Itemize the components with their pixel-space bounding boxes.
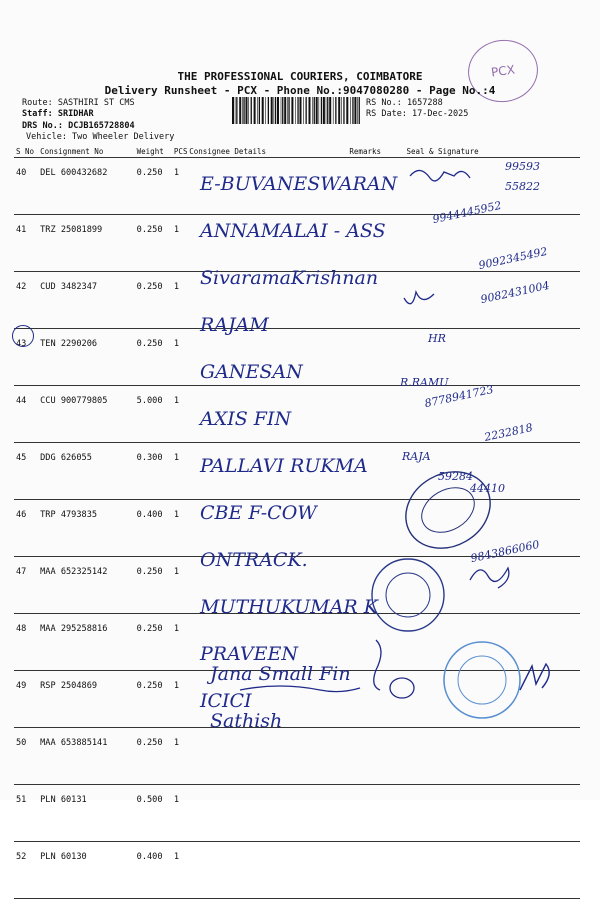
row-consignment-no: TRZ 25081899	[38, 215, 135, 272]
handwritten-consignee: RAJAM	[200, 314, 269, 336]
handwritten-consignee: PALLAVI RUKMA	[200, 455, 368, 477]
row-consignment-no: TRP 4793835	[38, 500, 135, 557]
company-seal	[392, 457, 504, 563]
row-pcs: 1	[172, 443, 187, 500]
row-sno: 52	[14, 842, 38, 899]
row-weight: 0.250	[135, 614, 172, 671]
bank-seal	[372, 559, 444, 631]
row-weight: 0.250	[135, 671, 172, 728]
row-sno: 41	[14, 215, 38, 272]
handwritten-consignee: ANNAMALAI - ASS	[200, 220, 386, 242]
handwritten-consignee: MUTHUKUMAR K	[200, 596, 378, 618]
handwritten-note: 9092345492	[477, 244, 549, 273]
handwritten-consignee-2: Jana Small Fin	[210, 663, 351, 685]
row-consignment-no: MAA 653885141	[38, 728, 135, 785]
drs-label: DRS No.:	[22, 121, 63, 131]
drs-number: DCJB165728804	[68, 121, 135, 131]
col-header-signature: Seal & Signature	[404, 145, 580, 158]
row-weight: 5.000	[135, 386, 172, 443]
company-name: THE PROFESSIONAL COURIERS, COIMBATORE	[177, 70, 423, 83]
signature-mark	[470, 568, 509, 588]
handwritten-note: HR	[428, 332, 446, 345]
blue-seal	[444, 642, 520, 718]
handwritten-note: 55822	[505, 180, 540, 193]
handwritten-note: 9843866060	[469, 537, 541, 566]
row-weight: 0.500	[135, 785, 172, 842]
handwritten-note: 9082431004	[479, 278, 551, 307]
signature-mark	[410, 170, 470, 180]
col-header-sno: S No	[14, 145, 38, 158]
col-header-weight: Weight	[135, 145, 172, 158]
handwritten-consignee: PRAVEEN	[200, 643, 298, 665]
handwritten-note: RAJA	[402, 450, 431, 463]
row-pcs: 1	[172, 158, 187, 215]
row-consignment-no: CCU 900779805	[38, 386, 135, 443]
row-sno: 50	[14, 728, 38, 785]
row-consignment-no: DDG 626055	[38, 443, 135, 500]
bank-seal	[386, 573, 430, 617]
staff-label: Staff:	[22, 109, 53, 119]
handwritten-note: 9944445952	[431, 198, 503, 227]
signature-mark	[390, 678, 414, 698]
row-sno: 48	[14, 614, 38, 671]
blue-seal	[458, 656, 506, 704]
row-consignment-no: DEL 600432682	[38, 158, 135, 215]
row-pcs: 1	[172, 272, 187, 329]
row-consignment-no: MAA 295258816	[38, 614, 135, 671]
row-weight: 0.250	[135, 728, 172, 785]
handwritten-note: 44410	[470, 482, 505, 495]
row-weight: 0.250	[135, 557, 172, 614]
signature-mark	[240, 686, 360, 692]
handwritten-consignee: AXIS FIN	[200, 408, 292, 430]
handwritten-consignee: ONTRACK.	[200, 549, 308, 571]
handwritten-note: 8778941723	[423, 382, 495, 411]
row-sno: 47	[14, 557, 38, 614]
row-consignment-no: RSP 2504869	[38, 671, 135, 728]
table-row	[14, 842, 580, 899]
handwritten-note: 59284	[438, 470, 473, 483]
signature-mark	[374, 640, 381, 690]
rs-number: RS No.: 1657288	[366, 98, 443, 108]
row-weight: 0.300	[135, 443, 172, 500]
row-consignment-no: CUD 3482347	[38, 272, 135, 329]
row-sno: 49	[14, 671, 38, 728]
staff-name: SRIDHAR	[57, 109, 94, 119]
row-remarks-cell	[347, 842, 404, 899]
rs-date: RS Date: 17-Dec-2025	[366, 109, 469, 119]
row-sno: 45	[14, 443, 38, 500]
row-weight: 0.400	[135, 500, 172, 557]
handwritten-consignee: CBE F-COW	[200, 502, 317, 524]
row-sno: 46	[14, 500, 38, 557]
row-sno: 42	[14, 272, 38, 329]
handwritten-consignee-2: Sathish	[210, 710, 283, 732]
row-pcs: 1	[172, 500, 187, 557]
route-line: Route: SASTHIRI ST CMS	[22, 98, 135, 108]
handwritten-consignee: SivaramaKrishnan	[200, 267, 379, 289]
handwritten-consignee: GANESAN	[200, 361, 303, 383]
row-weight: 0.250	[135, 272, 172, 329]
col-header-consignee: Consignee Details	[187, 145, 347, 158]
row-pcs: 1	[172, 557, 187, 614]
handwritten-consignee: E-BUVANESWARAN	[200, 173, 398, 195]
row-pcs: 1	[172, 785, 187, 842]
row-consignment-no: TEN 2290206	[38, 329, 135, 386]
row-signature-cell	[404, 842, 580, 899]
row-sno: 51	[14, 785, 38, 842]
signature-mark	[404, 292, 434, 304]
handwritten-note: 99593	[505, 160, 540, 173]
col-header-remarks: Remarks	[347, 145, 404, 158]
row-weight: 0.250	[135, 329, 172, 386]
col-header-consignment: Consignment No	[38, 145, 135, 158]
row-weight: 0.250	[135, 158, 172, 215]
row-sno: 43	[14, 329, 38, 386]
row-consignment-no: PLN 60131	[38, 785, 135, 842]
handwritten-note: 2232818	[483, 421, 534, 444]
handwritten-note: R.RAMU	[400, 376, 449, 389]
vehicle-line: Vehicle: Two Wheeler Delivery	[26, 132, 175, 142]
row-pcs: 1	[172, 329, 187, 386]
row-pcs: 1	[172, 386, 187, 443]
row-consignee-cell	[187, 842, 347, 899]
col-header-pcs: PCS	[173, 146, 188, 156]
row-pcs: 1	[172, 842, 187, 899]
row-pcs: 1	[172, 215, 187, 272]
handwritten-consignee: ICICI	[200, 690, 252, 712]
runsheet-title: Delivery Runsheet - PCX - Phone No.:9047080280 - Page No.:4	[104, 84, 496, 97]
signature-mark	[520, 664, 549, 690]
row-consignment-no: PLN 60130	[38, 842, 135, 899]
pcx-stamp: PCX	[464, 35, 542, 106]
row-weight: 0.400	[135, 842, 172, 899]
row-pcs: 1	[172, 728, 187, 785]
row-weight: 0.250	[135, 215, 172, 272]
row-sno: 44	[14, 386, 38, 443]
row-pcs: 1	[172, 671, 187, 728]
row-consignment-no: MAA 652325142	[38, 557, 135, 614]
row-pcs: 1	[172, 614, 187, 671]
row-sno: 40	[14, 158, 38, 215]
